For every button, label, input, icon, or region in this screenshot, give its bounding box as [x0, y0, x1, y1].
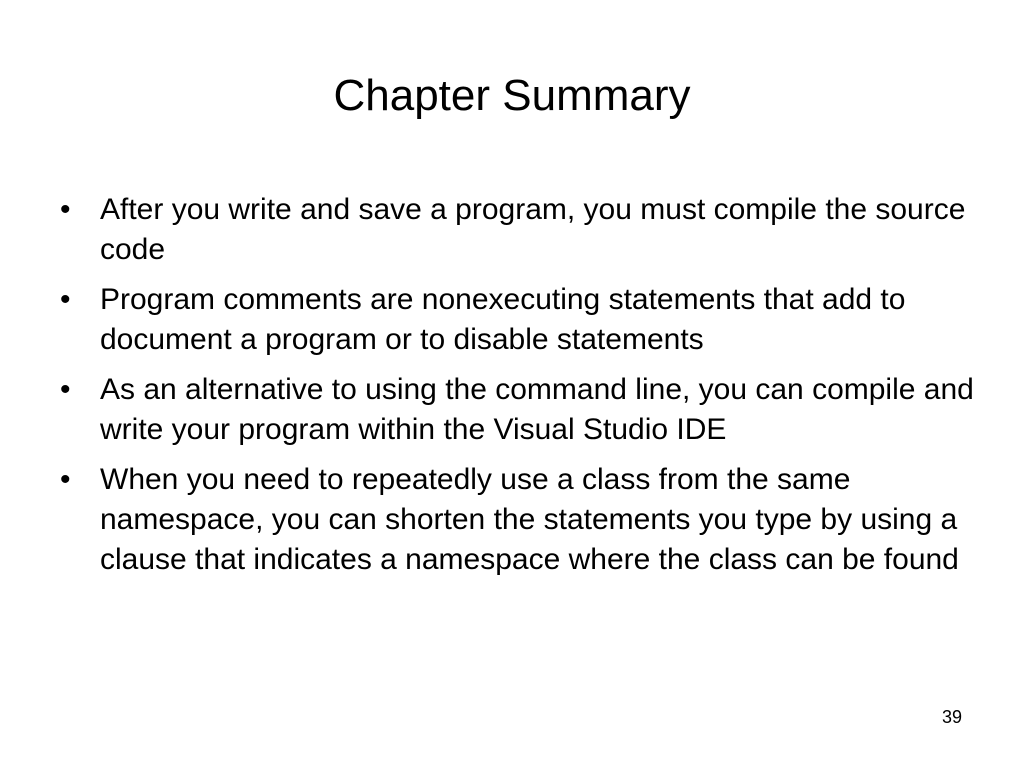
bullet-marker: •	[60, 193, 71, 226]
bullet-item	[55, 280, 985, 360]
bullet-text: When you need to repeatedly use a class from the same namespace, you can shorten the statements you type by using a clause that indicates a namespace where the class can be found	[100, 463, 959, 576]
bullet-marker: •	[60, 373, 71, 406]
bullet-list	[55, 190, 985, 590]
bullet-item	[55, 460, 985, 580]
bullet-item	[55, 190, 985, 270]
bullet-marker: •	[60, 283, 71, 316]
bullet-text: Program comments are nonexecuting statements that add to document a program or to disable statements	[100, 283, 906, 356]
bullet-text: After you write and save a program, you must compile the source code	[100, 193, 966, 266]
bullet-text: As an alternative to using the command line, you can compile and write your program within the Visual Studio IDE	[100, 373, 974, 446]
page-number: 39	[941, 707, 962, 727]
bullet-item	[55, 370, 985, 450]
bullet-marker: •	[60, 463, 71, 496]
slide-title: Chapter Summary	[333, 71, 691, 120]
